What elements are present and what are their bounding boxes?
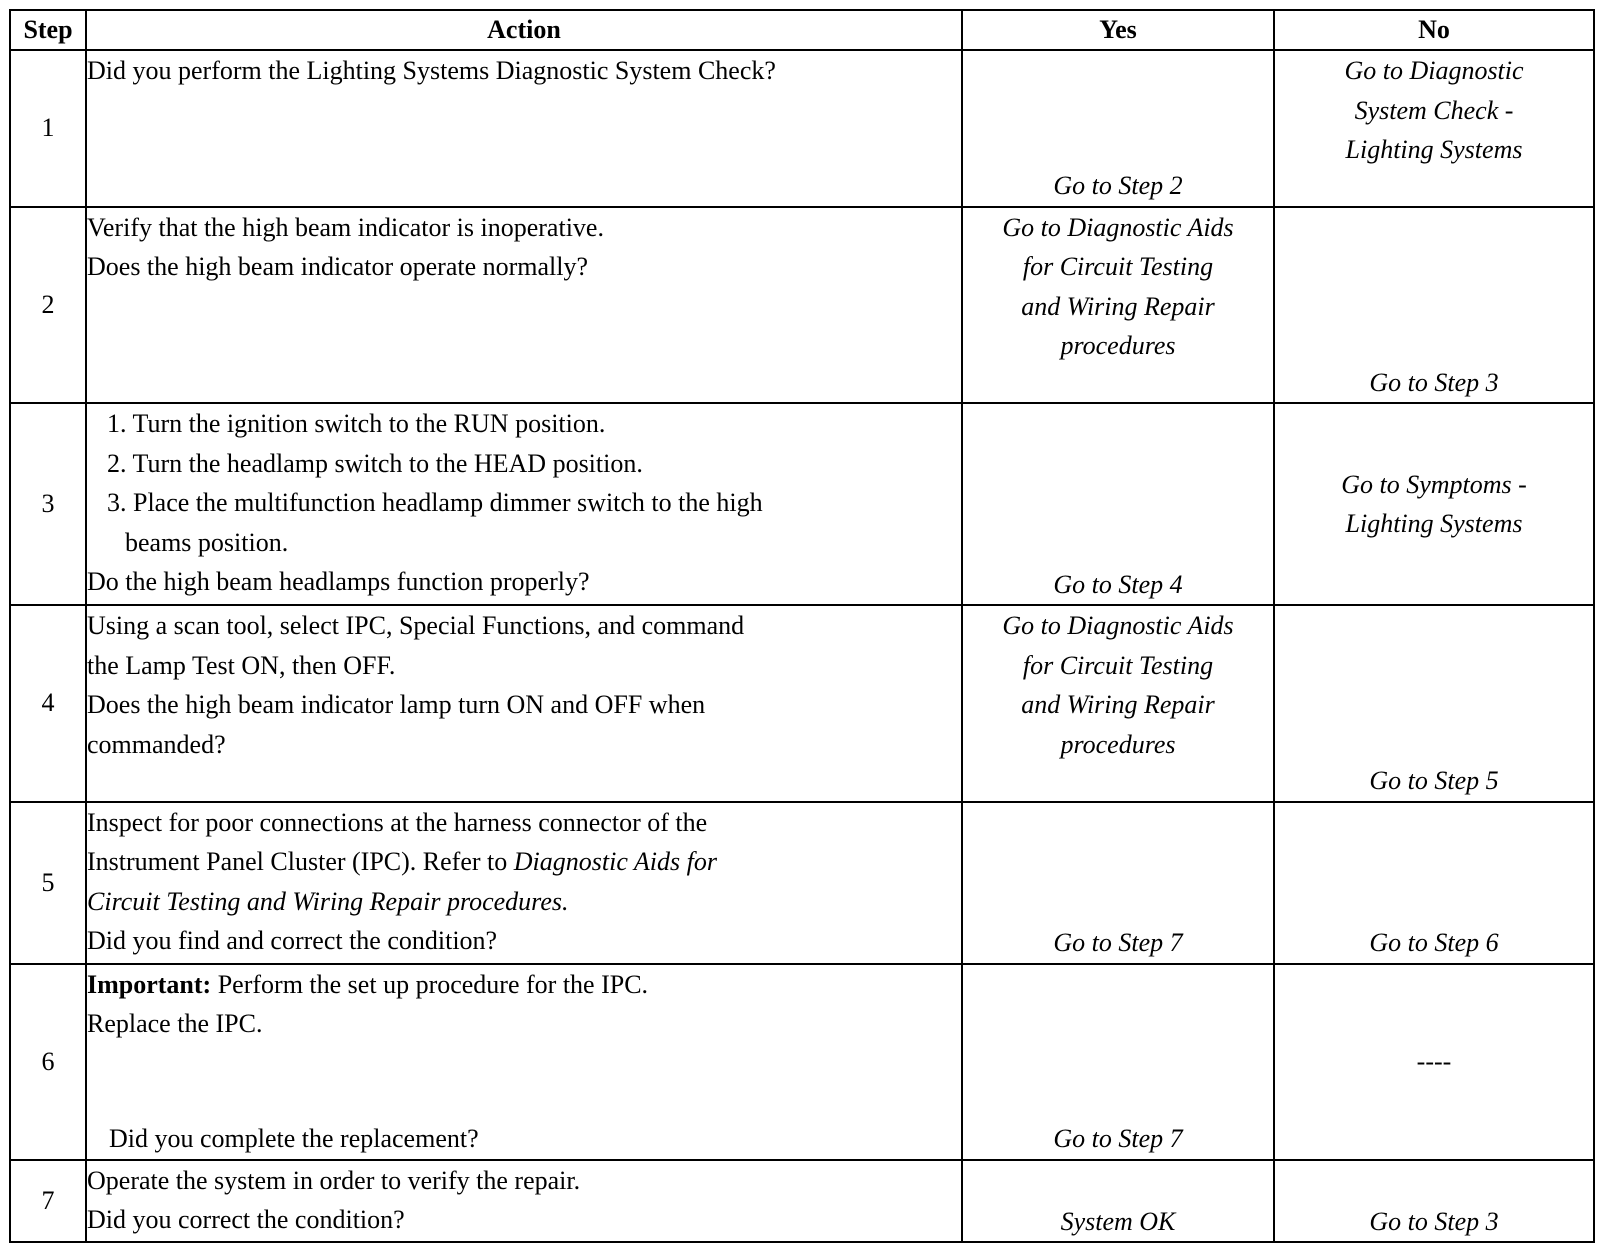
yes-result-line: Go to Diagnostic Aids xyxy=(1002,611,1234,641)
action-line: Replace the IPC. xyxy=(87,1009,263,1039)
action-line: Operate the system in order to verify the repair. xyxy=(87,1165,581,1195)
no-result-line: Go to Diagnostic xyxy=(1344,56,1524,85)
step-number: 3 xyxy=(10,403,86,605)
header-yes: Yes xyxy=(962,10,1274,50)
step-number: 2 xyxy=(10,207,86,403)
action-question: Does the high beam indicator lamp turn ON and OFF when xyxy=(87,690,706,720)
table-row xyxy=(10,50,1594,207)
table-row xyxy=(10,403,1594,605)
yes-result-line: procedures xyxy=(1060,331,1176,361)
no-result: Go to Step 3 xyxy=(1274,1160,1594,1242)
yes-result: Go to Step 7 xyxy=(962,802,1274,964)
diagnostic-table xyxy=(9,9,1595,1243)
action-line: Did you perform the Lighting Systems Diagnostic System Check? xyxy=(87,56,776,85)
header-step: Step xyxy=(10,10,86,50)
action-line: Verify that the high beam indicator is inoperative. xyxy=(87,212,604,242)
action-text: Instrument Panel Cluster (IPC). Refer to xyxy=(87,847,514,877)
action-line: Inspect for poor connections at the harness connector of the xyxy=(87,807,708,837)
action-cell xyxy=(86,802,962,964)
yes-result-line: for Circuit Testing xyxy=(1022,252,1214,282)
yes-result-line: procedures xyxy=(1060,729,1176,759)
no-result: ---- xyxy=(1274,964,1594,1160)
action-question: commanded? xyxy=(87,729,226,759)
action-question: Do the high beam headlamps function properly? xyxy=(87,567,590,597)
header-no: No xyxy=(1274,10,1594,50)
important-text: Perform the set up procedure for the IPC. xyxy=(211,969,649,999)
yes-result: Go to Step 7 xyxy=(962,964,1274,1160)
yes-result xyxy=(962,207,1274,403)
step-number: 7 xyxy=(10,1160,86,1242)
table-row xyxy=(10,964,1594,1160)
action-line xyxy=(87,965,961,1005)
action-question: Did you correct the condition? xyxy=(87,1205,405,1235)
action-question: Does the high beam indicator operate normally? xyxy=(87,252,589,282)
action-question: Did you complete the replacement? xyxy=(109,1124,479,1154)
action-question: Did you find and correct the condition? xyxy=(87,926,498,956)
step-number: 1 xyxy=(10,50,86,207)
step-number: 5 xyxy=(10,802,86,964)
action-cell xyxy=(86,1160,962,1242)
no-result: Go to Step 6 xyxy=(1274,802,1594,964)
yes-result: Go to Step 2 xyxy=(962,50,1274,207)
no-result: Go to Step 3 xyxy=(1274,207,1594,403)
no-result xyxy=(1274,50,1594,207)
step-number: 4 xyxy=(10,605,86,801)
table-row xyxy=(10,605,1594,801)
action-substep: 3. Place the multifunction headlamp dimmer switch to the high xyxy=(107,488,763,518)
yes-result xyxy=(962,605,1274,801)
no-result-line: Go to Symptoms - xyxy=(1341,469,1527,499)
action-substep: 2. Turn the headlamp switch to the HEAD position. xyxy=(107,448,643,478)
table-row xyxy=(10,1160,1594,1242)
action-substep-continuation: beams position. xyxy=(125,527,289,557)
action-cell xyxy=(86,207,962,403)
action-substep: 1. Turn the ignition switch to the RUN position. xyxy=(107,409,606,439)
action-line: Using a scan tool, select IPC, Special Functions, and command xyxy=(87,611,745,641)
action-cell xyxy=(86,50,962,207)
no-result-line: System Check - xyxy=(1354,95,1514,125)
action-line xyxy=(87,842,961,882)
action-line: the Lamp Test ON, then OFF. xyxy=(87,650,396,680)
header-action: Action xyxy=(86,10,962,50)
table-row xyxy=(10,207,1594,403)
yes-result: Go to Step 4 xyxy=(962,403,1274,605)
yes-result: System OK xyxy=(962,1160,1274,1242)
table-row xyxy=(10,802,1594,964)
no-result-line: Lighting Systems xyxy=(1345,135,1523,164)
yes-result-line: and Wiring Repair xyxy=(1021,291,1215,321)
action-cell xyxy=(86,605,962,801)
yes-result-line: Go to Diagnostic Aids xyxy=(1002,212,1234,242)
procedure-reference: Diagnostic Aids for xyxy=(513,847,717,877)
no-result xyxy=(1274,403,1594,605)
no-result: Go to Step 5 xyxy=(1274,605,1594,801)
action-cell xyxy=(86,403,962,605)
no-result-line: Lighting Systems xyxy=(1345,509,1523,539)
yes-result-line: for Circuit Testing xyxy=(1022,650,1214,680)
procedure-reference: Circuit Testing and Wiring Repair procedures. xyxy=(87,886,569,916)
action-cell xyxy=(86,964,962,1160)
important-label: Important: xyxy=(87,969,212,999)
header-row xyxy=(10,10,1594,50)
step-number: 6 xyxy=(10,964,86,1160)
yes-result-line: and Wiring Repair xyxy=(1021,690,1215,720)
